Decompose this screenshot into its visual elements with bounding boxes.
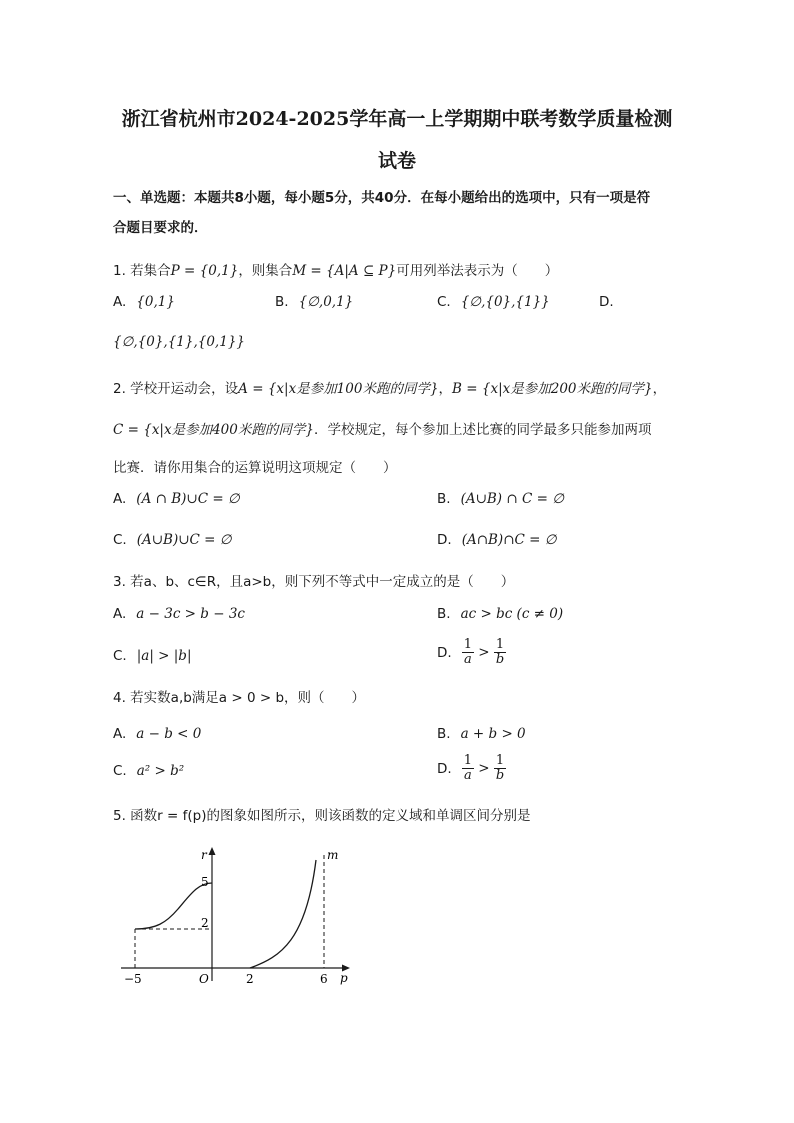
q3-option-d[interactable]: D. $\frac{1}{a}$ > $\frac{1}{b}$ [437,637,505,667]
curve-right [250,860,316,968]
function-graph [116,845,356,990]
q4-option-b[interactable]: B. a + b > 0 [437,726,526,742]
tick-2-x: 2 [246,972,254,986]
p-axis-label: p [340,971,348,985]
q1-prefix: 1. 若集合 [113,263,171,279]
q2-set-b: B = {x|x是参加200米跑的同学} [452,381,653,397]
q1-option-a[interactable]: A. {0,1} [113,294,175,310]
section-heading: 一、单选题：本题共8小题，每小题5分，共40分．在每小题给出的选项中，只有一项是符 [113,190,651,206]
q4-option-c[interactable]: C. a² > b² [113,763,185,779]
q1-option-d-label[interactable]: D. [599,294,614,310]
question-3: 3. 若a、b、c∈R，且a>b，则下列不等式中一定成立的是（ ） [113,574,515,590]
tick-neg5: −5 [124,972,142,986]
question-2-line-2: C = {x|x是参加400米跑的同学}．学校规定，每个参加上述比赛的同学最多只能参加两项 [113,422,652,438]
exam-title: 浙江省杭州市2024-2025学年高一上学期期中联考数学质量检测 [121,108,673,130]
m-label: m [327,848,339,862]
r-axis-label: r [201,848,207,862]
q1-option-b[interactable]: B. {∅,0,1} [275,294,354,310]
question-2: 2. 学校开运动会，设A = {x|x是参加100米跑的同学}，B = {x|x是参加200米跑的同学}， [113,381,667,397]
tick-2: 2 [201,916,209,930]
q1-set-p: P = {0,1} [170,263,239,279]
q1-suffix: 可用列举法表示为（ ） [396,263,559,279]
q2-option-d[interactable]: D. (A∩B)∩C = ∅ [437,532,557,548]
q3-option-a[interactable]: A. a − 3c > b − 3c [113,606,245,622]
q2-option-c[interactable]: C. (A∪B)∪C = ∅ [113,532,232,548]
tick-5: 5 [201,875,209,889]
q1-mid: ，则集合 [238,263,293,279]
tick-6: 6 [320,972,328,986]
q2-set-a: A = {x|x是参加100米跑的同学} [238,381,439,397]
q2-option-b[interactable]: B. (A∪B) ∩ C = ∅ [437,491,564,507]
exam-title-continued: 试卷 [377,150,416,172]
q1-option-d[interactable]: {∅,{0},{1},{0,1}} [113,334,245,350]
q3-option-c[interactable]: C. |a| > |b| [113,648,192,664]
question-5: 5. 函数r = f(p)的图象如图所示，则该函数的定义域和单调区间分别是 [113,808,531,824]
q4-option-d[interactable]: D. $\frac{1}{a}$ > $\frac{1}{b}$ [437,753,505,783]
q2-set-c: C = {x|x是参加400米跑的同学} [113,422,314,438]
origin-label: O [199,972,209,986]
q4-option-a[interactable]: A. a − b < 0 [113,726,202,742]
section-heading-continued: 合题目要求的． [113,220,208,236]
question-4: 4. 若实数a,b满足a > 0 > b，则（ ） [113,690,366,706]
question-2-line-3: 比赛．请你用集合的运算说明这项规定（ ） [113,460,397,476]
q1-set-m: M = {A|A ⊆ P} [292,263,397,279]
r-axis-arrow [209,847,216,855]
q2-option-a[interactable]: A. (A ∩ B)∪C = ∅ [113,491,240,507]
question-1 [113,259,558,279]
q1-option-c[interactable]: C. {∅,{0},{1}} [437,294,550,310]
q3-option-b[interactable]: B. ac > bc (c ≠ 0) [437,606,564,622]
